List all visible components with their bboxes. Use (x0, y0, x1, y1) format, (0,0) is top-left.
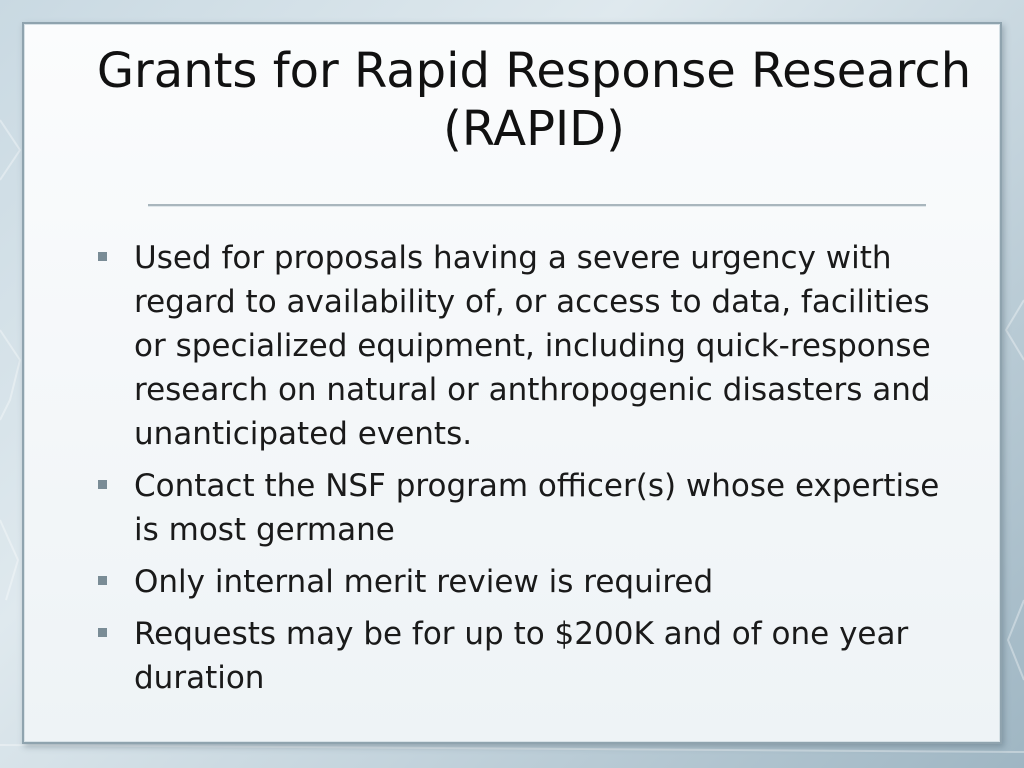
bullet-item-requests (90, 612, 970, 700)
bullet-text: Contact the NSF program officer(s) whose expertise is most germane (134, 468, 940, 548)
bullet-text: Used for proposals having a severe urgency with regard to availability of, or access to data, facilities or specialized equipment, including quick-response research on natural or anthropogenic disasters and unanticipated events. (134, 240, 931, 452)
title-divider (148, 204, 926, 207)
square-bullet-icon (98, 252, 107, 261)
slide-title: Grants for Rapid Response Research (RAPID) (96, 43, 972, 157)
square-bullet-icon (98, 628, 107, 637)
slide-content-panel (22, 22, 1002, 744)
bullet-text: Only internal merit review is required (134, 564, 714, 600)
bullet-list (90, 236, 970, 708)
bullet-item-review (90, 560, 970, 604)
bullet-item-contact (90, 464, 970, 552)
bullet-text: Requests may be for up to $200K and of one year duration (134, 616, 909, 696)
square-bullet-icon (98, 480, 107, 489)
bullet-item-urgency (90, 236, 970, 456)
square-bullet-icon (98, 576, 107, 585)
